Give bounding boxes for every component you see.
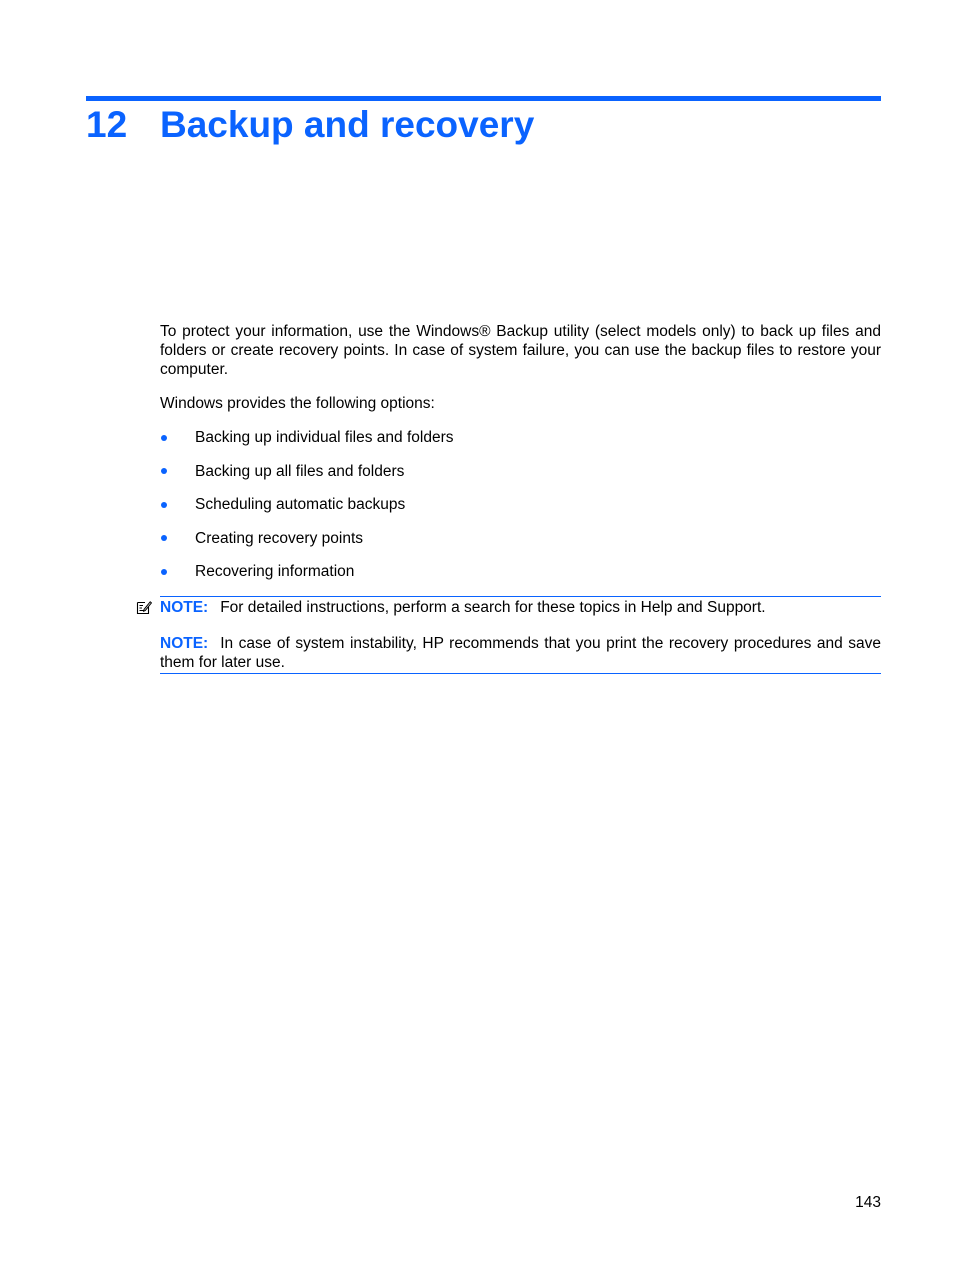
chapter-heading [86,100,534,150]
list-item-text: Creating recovery points [195,529,363,547]
list-item [160,529,881,563]
note-paragraph [160,598,881,617]
options-lead: Windows provides the following options: [160,395,435,412]
bullet-icon [161,569,167,575]
chapter-title: Backup and recovery [160,104,535,145]
note-label: NOTE: [160,599,209,616]
bullet-icon [161,435,167,441]
list-item-text: Backing up all files and folders [195,462,405,480]
list-item-text: Recovering information [195,563,355,581]
note-paragraph [160,634,881,672]
list-item [160,562,881,596]
list-item-text: Scheduling automatic backups [195,496,406,514]
bullet-icon [161,468,167,474]
page-number: 143 [855,1194,881,1211]
list-item [160,428,881,462]
bullet-icon [161,535,167,541]
note-text: For detailed instructions, perform a search for these topics in Help and Support. [220,599,766,616]
list-item [160,462,881,496]
bullet-icon [161,502,167,508]
list-item-text: Backing up individual files and folders [195,429,454,446]
note-block [160,596,881,674]
chapter-number: 12 [86,104,128,145]
note-pencil-icon [136,599,152,615]
intro-paragraph: To protect your information, use the Windows® Backup utility (select models only) to back up files and folders or create recovery points. In case of system failure, you can use the backup files to restore your computer. [160,323,881,378]
note-text: In case of system instability, HP recommends that you print the recovery procedures and save them for later use. [160,635,881,671]
list-item [160,495,881,529]
options-list [160,428,881,596]
note-label: NOTE: [160,635,209,652]
